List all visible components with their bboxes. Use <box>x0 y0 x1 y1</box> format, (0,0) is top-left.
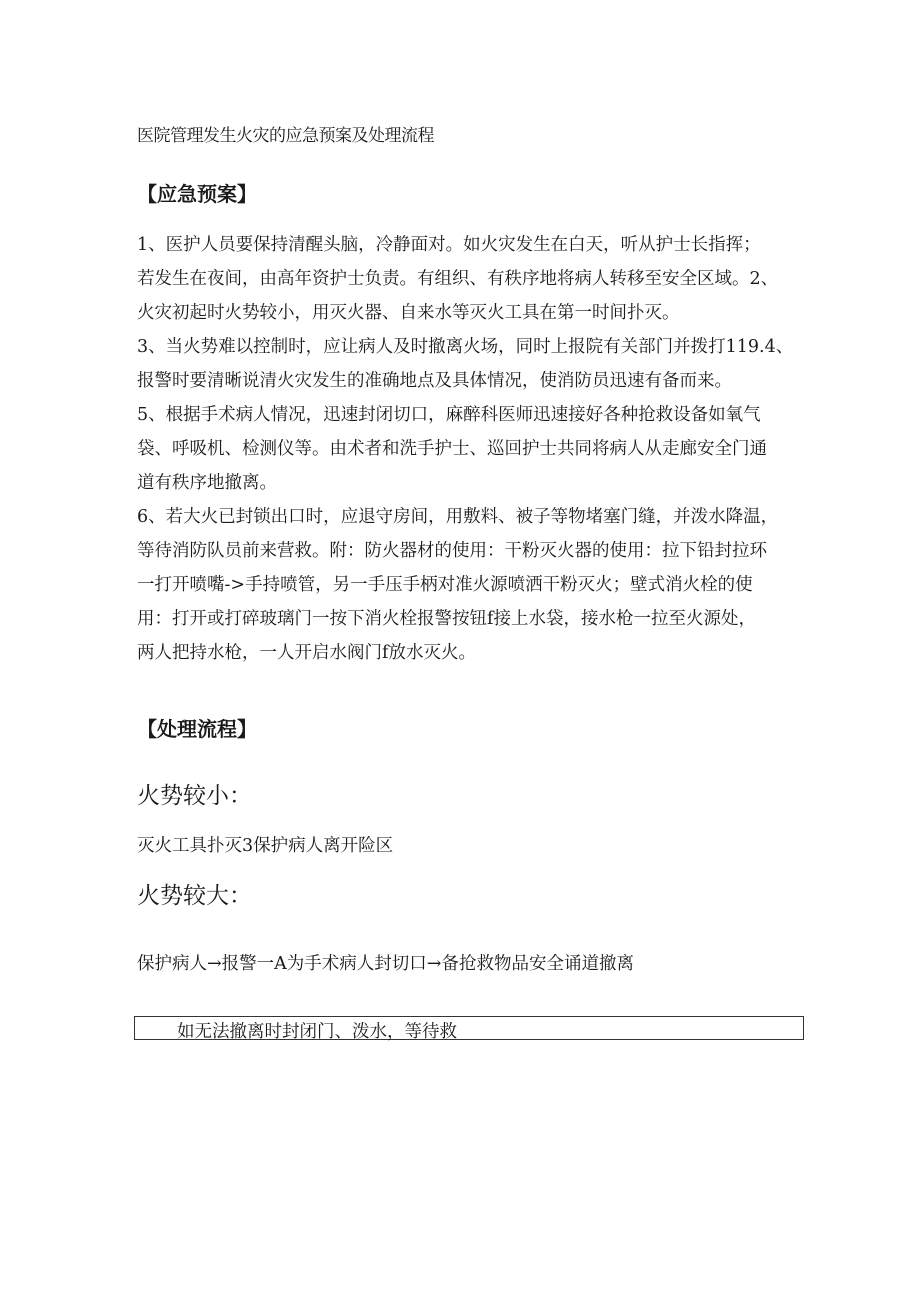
text-line: 6、若大火已封锁出口时，应退守房间，用敷料、被子等物堵塞门缝，并泼水降温， <box>137 507 779 527</box>
emergency-plan-paragraph <box>137 228 817 670</box>
text-line: 5、根据手术病人情况，迅速封闭切口，麻醉科医师迅速接好各种抢救设备如氧气 <box>137 405 761 425</box>
small-fire-flow: 灭火工具扑灭3保护病人离开险区 <box>137 836 394 856</box>
emergency-plan-heading: 【应急预案】 <box>137 182 257 206</box>
text-line: 两人把持水枪，一人开启水阀门f放水灭火。 <box>137 643 476 663</box>
text-line: 用：打开或打碎玻璃门一按下消火栓报警按钮f接上水袋，接水枪一拉至火源处， <box>137 609 756 629</box>
fallback-action-text: 如无法撤离时封闭门、泼水，等待救 <box>177 1022 457 1042</box>
emergency-plan-body <box>137 228 817 670</box>
text-line: 若发生在夜间，由高年资护士负责。有组织、有秩序地将病人转移至安全区域。2、 <box>137 269 779 289</box>
text-line: 一打开喷嘴->手持喷管，另一手压手柄对准火源喷洒干粉灭火；壁式消火栓的使 <box>137 575 753 595</box>
fallback-action-box <box>134 1016 804 1040</box>
text-line: 火灾初起时火势较小，用灭火器、自来水等灭火工具在第一时间扑灭。 <box>137 303 680 323</box>
text-line: 3、当火势难以控制时，应让病人及时撤离火场，同时上报院有关部门并拨打119.4、 <box>137 337 794 357</box>
text-line: 报警时要清晰说清火灾发生的准确地点及具体情况，使消防员迅速有备而来。 <box>137 371 732 391</box>
text-line: 等待消防队员前来营救。附：防火器材的使用：干粉灭火器的使用：拉下铅封拉环 <box>137 541 767 561</box>
large-fire-flow: 保护病人→报警一A为手术病人封切口→备抢救物品安全诵道撤离 <box>137 954 634 974</box>
text-line: 1、医护人员要保持清醒头脑，冷静面对。如火灾发生在白天，听从护士长指挥； <box>137 235 761 255</box>
large-fire-heading: 火势较大： <box>137 883 252 909</box>
process-flow-heading: 【处理流程】 <box>137 717 257 741</box>
small-fire-heading: 火势较小： <box>137 783 252 809</box>
document-title: 医院管理发生火灾的应急预案及处理流程 <box>137 126 434 146</box>
text-line: 袋、呼吸机、检测仪等。由术者和洗手护士、巡回护士共同将病人从走廊安全门通 <box>137 439 767 459</box>
text-line: 道有秩序地撤离。 <box>137 473 277 493</box>
